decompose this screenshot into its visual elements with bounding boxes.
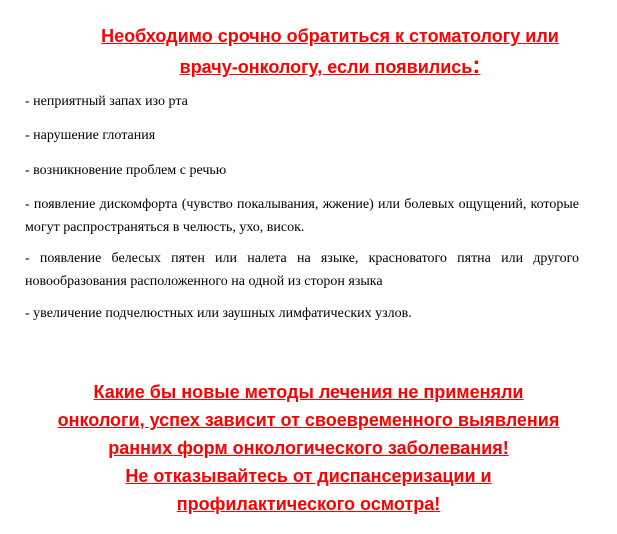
callout-message [0, 378, 617, 518]
list-item: - появление белесых пятен или налета на языке, красноватого пятна или другого новообразования расположенного на одной из сторон языка [25, 251, 579, 289]
callout-line-3: ранних форм онкологического заболевания! [108, 438, 509, 458]
callout-line-2: онкологи, успех зависит от своевременного выявления [57, 410, 560, 430]
list-item: - появление дискомфорта (чувство покалывания, жжение) или болевых ощущений, которые могут распространяться в челюсть, ухо, висок. [25, 197, 579, 235]
list-item: - возникновение проблем с речью [25, 163, 227, 178]
callout-line-1: Какие бы новые методы лечения не применяли [93, 382, 524, 402]
list-item: - неприятный запах изо рта [25, 94, 188, 109]
list-item: - нарушение глотания [25, 128, 156, 143]
heading-line-2: врачу-онкологу, если появились [179, 57, 473, 77]
heading-colon: : [472, 52, 481, 79]
page-heading [30, 22, 617, 82]
heading-line-1: Необходимо срочно обратиться к стоматологу или [101, 26, 559, 46]
callout-line-5: профилактического осмотра! [176, 494, 441, 514]
callout-line-4: Не отказывайтесь от диспансеризации и [125, 466, 492, 486]
list-item: - увеличение подчелюстных или заушных лимфатических узлов. [25, 306, 412, 321]
